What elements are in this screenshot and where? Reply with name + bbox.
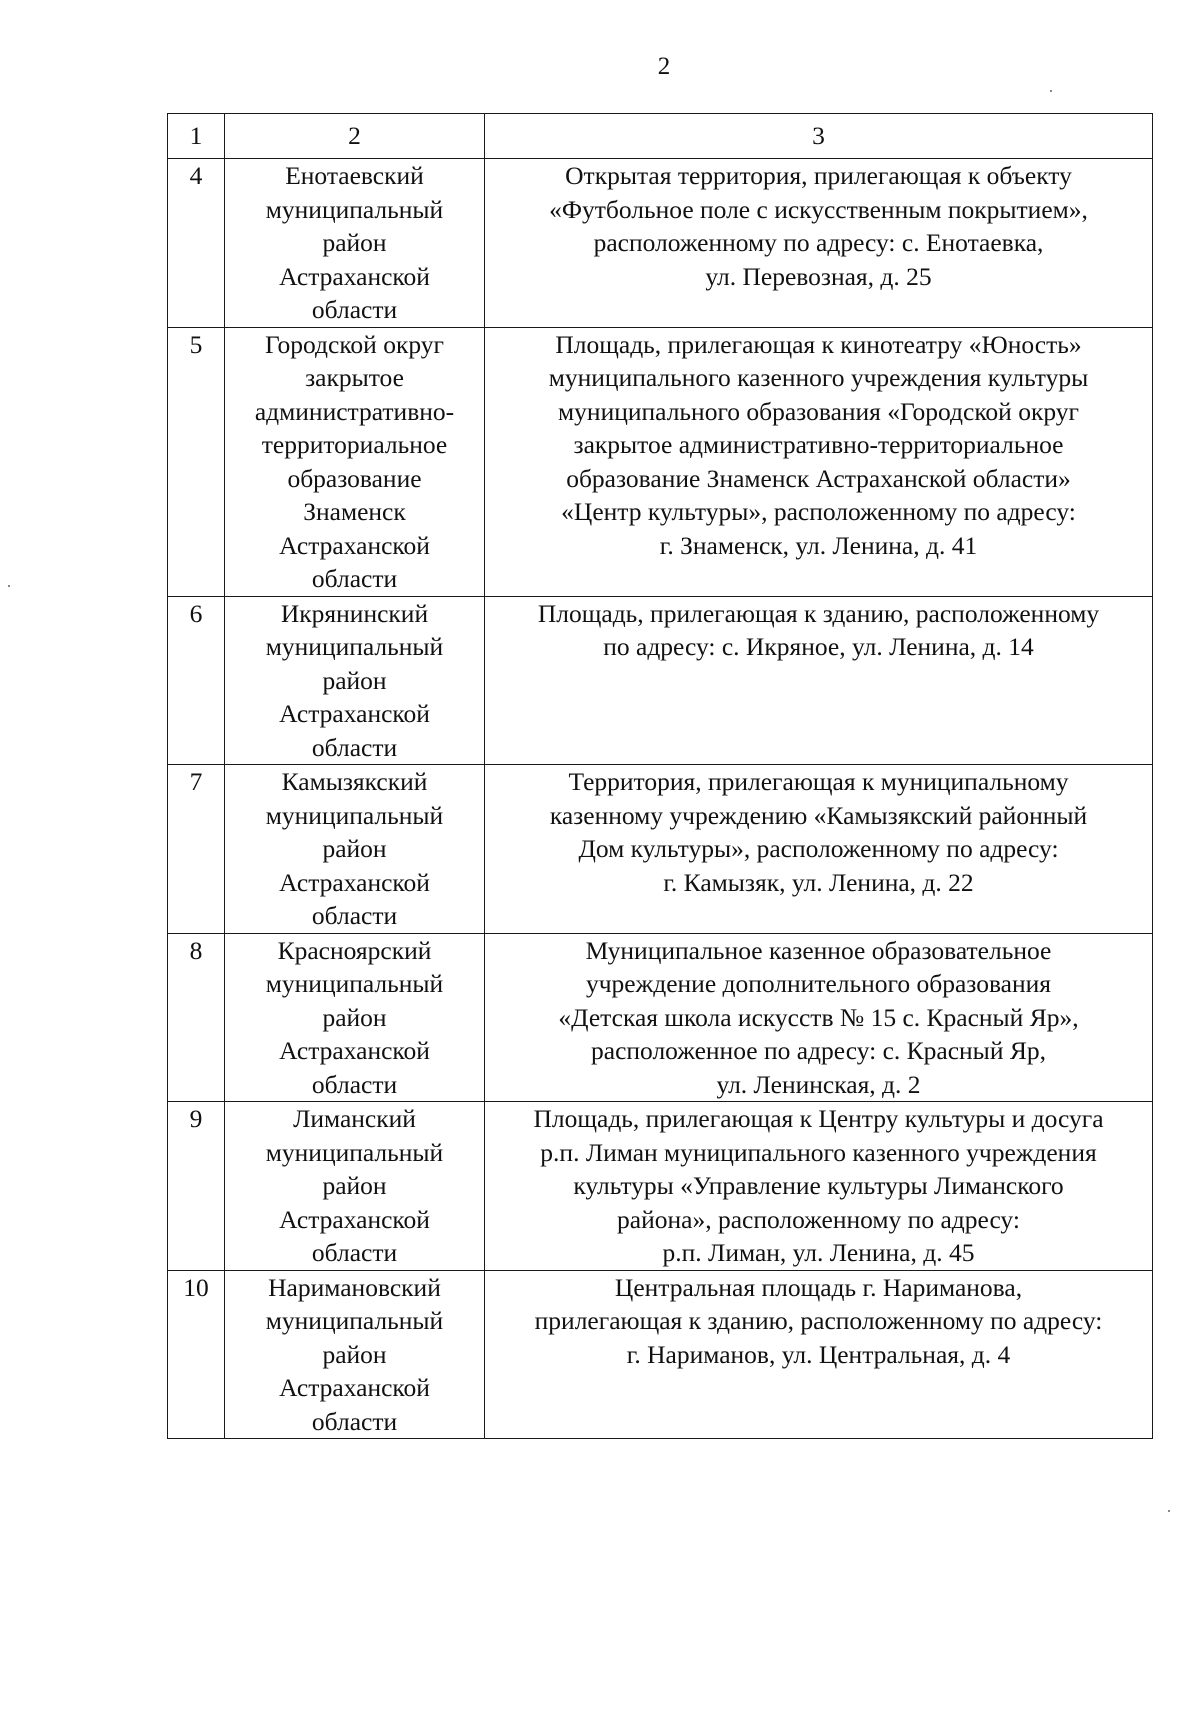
description-cell (485, 327, 1153, 596)
description-cell (485, 1270, 1153, 1439)
description-line: р.п. Лиман муниципального казенного учреждения (540, 1137, 1097, 1167)
table-row (168, 327, 1153, 596)
region-line: Астраханской (279, 261, 430, 291)
description-line: по адресу: с. Икряное, ул. Ленина, д. 14 (603, 632, 1034, 661)
column-header-3: 3 (485, 114, 1153, 159)
page-number: 2 (657, 53, 671, 80)
table-row (168, 1102, 1153, 1271)
region-line: район (322, 228, 387, 257)
description-line: «Футбольное поле с искусственным покрытием», (549, 194, 1088, 224)
region-line: Астраханской (279, 1204, 430, 1234)
description-line: муниципального казенного учреждения культуры (548, 363, 1089, 392)
region-line: Енотаевский (285, 161, 424, 190)
description-line: расположенному по адресу: с. Енотаевка, (593, 228, 1044, 257)
description-line: образование Знаменск Астраханской области» (566, 463, 1071, 493)
region-line: Городской округ (265, 329, 444, 359)
description-line: Дом культуры», расположенному по адресу: (578, 834, 1059, 863)
region-line: муниципальный (265, 1137, 444, 1167)
description-line: Площадь, прилегающая к Центру культуры и досуга (533, 1104, 1104, 1133)
region-line: области (311, 1069, 398, 1099)
region-line: Красноярский (277, 935, 432, 965)
region-line: Астраханской (279, 699, 430, 728)
row-number: 8 (168, 933, 225, 1102)
description-cell (485, 1102, 1153, 1271)
row-number: 7 (168, 765, 225, 934)
description-line: ул. Ленинская, д. 2 (716, 1069, 921, 1099)
region-line: территориальное (261, 430, 448, 459)
row-number: 6 (168, 596, 225, 765)
region-line: Икрянинский (280, 598, 429, 628)
row-number: 10 (168, 1270, 225, 1439)
region-line: муниципальный (265, 194, 444, 224)
column-header-1: 1 (168, 114, 225, 159)
region-line: административно- (254, 396, 455, 426)
region-line: Астраханской (279, 1036, 430, 1065)
description-line: Площадь, прилегающая к кинотеатру «Юность» (555, 329, 1082, 359)
region-line: Наримановский (268, 1272, 441, 1302)
description-line: Территория, прилегающая к муниципальному (568, 767, 1069, 796)
description-line: закрытое административно-территориальное (573, 430, 1064, 459)
description-cell (485, 933, 1153, 1102)
description-line: г. Знаменск, ул. Ленина, д. 41 (659, 530, 978, 560)
row-number: 4 (168, 159, 225, 328)
region-line: Знаменск (303, 497, 406, 526)
row-number: 5 (168, 327, 225, 596)
region-cell (225, 933, 485, 1102)
region-cell (225, 327, 485, 596)
region-line: области (311, 1238, 398, 1267)
table-row (168, 765, 1153, 934)
region-cell (225, 596, 485, 765)
region-line: район (322, 1002, 387, 1032)
table-header-row (168, 114, 1153, 159)
description-line: р.п. Лиман, ул. Ленина, д. 45 (662, 1238, 975, 1267)
scan-speck (1050, 90, 1052, 92)
region-line: образование (287, 463, 422, 493)
region-cell (225, 1270, 485, 1439)
description-line: учреждение дополнительного образования (585, 969, 1051, 998)
region-line: области (311, 1406, 398, 1436)
region-line: области (311, 564, 398, 593)
region-line: муниципальный (265, 969, 444, 998)
region-line: район (322, 834, 387, 863)
region-line: области (311, 295, 398, 324)
description-line: муниципального образования «Городской округ (558, 396, 1079, 426)
region-line: закрытое (305, 363, 404, 392)
region-line: муниципальный (265, 800, 444, 830)
description-line: казенному учреждению «Камызякский районный (549, 800, 1088, 830)
description-line: «Центр культуры», расположенному по адресу: (561, 497, 1076, 526)
description-line: расположенное по адресу: с. Красный Яр, (591, 1036, 1046, 1065)
region-line: Астраханской (279, 1373, 430, 1402)
description-cell (485, 159, 1153, 328)
region-line: район (322, 1339, 387, 1369)
table-row (168, 1270, 1153, 1439)
description-line: г. Нариманов, ул. Центральная, д. 4 (626, 1339, 1011, 1369)
region-cell (225, 1102, 485, 1271)
region-cell (225, 159, 485, 328)
region-line: области (311, 901, 398, 930)
description-line: прилегающая к зданию, расположенному по адресу: (534, 1306, 1103, 1335)
description-line: культуры «Управление культуры Лиманского (573, 1171, 1064, 1200)
description-line: «Детская школа искусств № 15 с. Красный Яр», (558, 1002, 1079, 1032)
table-row (168, 596, 1153, 765)
description-line: Муниципальное казенное образовательное (585, 935, 1052, 965)
description-cell (485, 596, 1153, 765)
column-header-2: 2 (225, 114, 485, 159)
description-line: Центральная площадь г. Нариманова, (614, 1272, 1023, 1302)
description-line: Открытая территория, прилегающая к объекту (565, 161, 1072, 190)
region-line: Астраханской (279, 530, 430, 560)
region-line: Астраханской (279, 867, 430, 897)
region-line: Камызякский (281, 767, 428, 796)
region-line: Лиманский (293, 1104, 416, 1133)
description-line: ул. Перевозная, д. 25 (705, 261, 932, 291)
description-line: г. Камызяк, ул. Ленина, д. 22 (663, 867, 974, 897)
region-line: области (311, 732, 398, 762)
table-body (168, 114, 1153, 1439)
region-cell (225, 765, 485, 934)
sites-table (167, 113, 1153, 1439)
description-line: Площадь, прилегающая к зданию, расположенному (537, 598, 1100, 628)
region-line: район (322, 665, 387, 695)
region-line: район (322, 1171, 387, 1200)
table-row (168, 159, 1153, 328)
description-cell (485, 765, 1153, 934)
scan-speck (8, 585, 10, 587)
region-line: муниципальный (265, 1306, 444, 1335)
table-row (168, 933, 1153, 1102)
row-number: 9 (168, 1102, 225, 1271)
scan-speck (1168, 1510, 1170, 1512)
region-line: муниципальный (265, 632, 444, 661)
description-line: района», расположенному по адресу: (617, 1204, 1020, 1234)
